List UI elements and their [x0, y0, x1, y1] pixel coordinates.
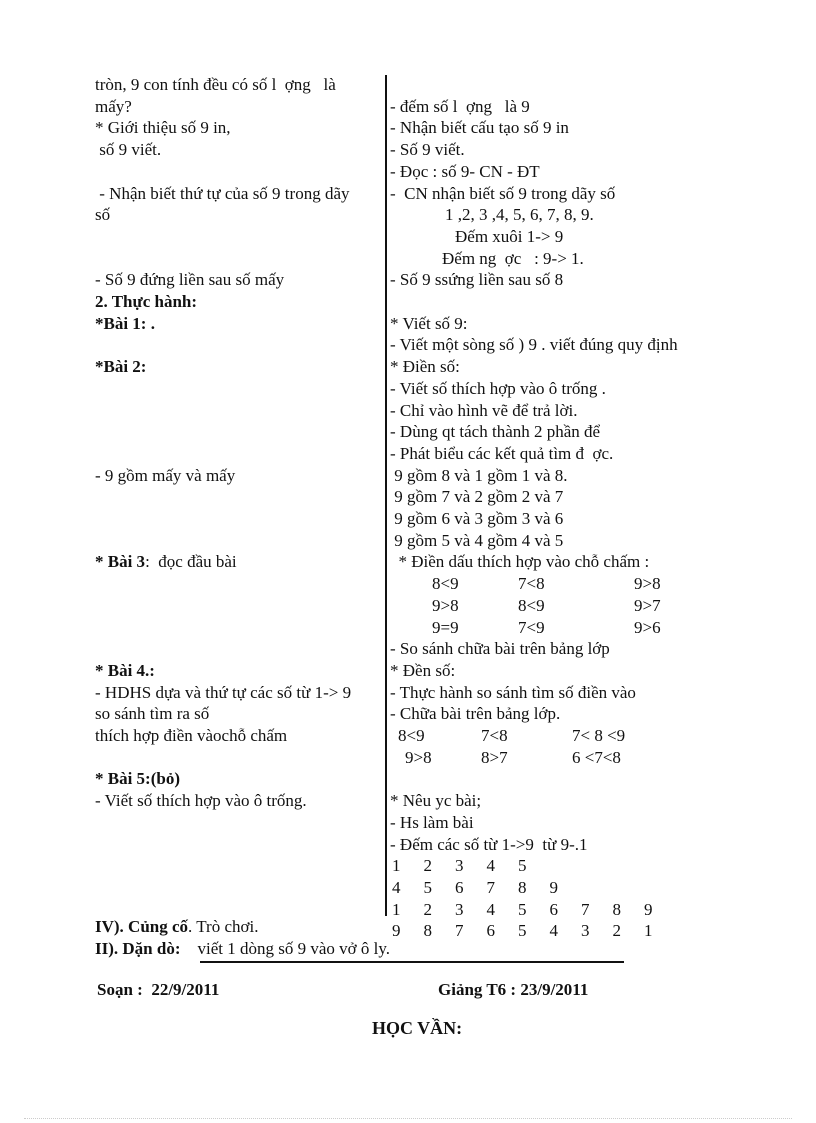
left-line: số	[95, 205, 111, 225]
number-cell: 1	[644, 921, 653, 941]
left-line: * Bài 5:(bỏ)	[95, 769, 180, 789]
right-line: 9 gồm 6 và 3 gồm 3 và 6	[390, 509, 564, 528]
compare-cell: 9>7	[634, 595, 661, 615]
soan-date: Soạn : 22/9/2011	[97, 980, 220, 999]
right-line: 9 gồm 7 và 2 gồm 2 và 7	[390, 487, 564, 507]
number-cell: 4	[549, 921, 558, 941]
cungco-label: IV). Củng cố	[95, 917, 189, 936]
number-cell: 7	[455, 921, 464, 941]
number-cell: 5	[518, 899, 527, 919]
compare-cell: 8<9	[518, 595, 545, 615]
underline-rule	[200, 961, 624, 963]
right-line: - Nhận biết cấu tạo số 9 in	[390, 118, 569, 138]
right-line: - Viết số thích hợp vào ô trống .	[390, 378, 606, 398]
compare-cell: 9>8	[432, 595, 459, 615]
left-line-bold: * Bài 3	[95, 552, 146, 572]
number-cell: 3	[455, 856, 464, 876]
compare-cell: 6 <7<8	[572, 747, 621, 767]
left-line: so sánh tìm ra số	[95, 704, 210, 724]
left-line: thích hợp điền vàochỗ chấm	[95, 726, 288, 745]
left-line	[95, 552, 237, 572]
right-line: - Viết một sòng số ) 9 . viết đúng quy định	[390, 335, 678, 355]
cungco-text: . Trò chơi.	[188, 917, 259, 936]
left-line: *Bài 1: .	[95, 313, 155, 333]
left-line: - HDHS dựa và thứ tự các số từ 1-> 9	[95, 682, 352, 702]
danddo-text: viết 1 dòng số 9 vào vở ô ly.	[180, 939, 391, 958]
compare-cell: 8<9	[432, 574, 459, 594]
right-line: - Hs làm bài	[390, 812, 474, 832]
compare-cell: 7<9	[518, 617, 545, 637]
number-cell: 2	[423, 899, 432, 919]
right-line: * Viết số 9:	[390, 313, 468, 333]
number-cell: 9	[644, 899, 653, 919]
left-line: - Số 9 đứng liền sau số mấy	[95, 270, 285, 290]
number-cell: 2	[612, 921, 621, 941]
number-cell: 5	[518, 856, 527, 876]
right-line: * Điền số:	[390, 357, 460, 377]
right-line: - đếm số l ợng là 9	[390, 96, 530, 116]
left-line: * Giới thiệu số 9 in,	[95, 118, 231, 138]
number-cell: 5	[423, 877, 432, 897]
number-cell: 1	[392, 856, 401, 876]
number-cell: 2	[423, 856, 432, 876]
right-line: - Chữa bài trên bảng lớp.	[390, 704, 561, 724]
danddo-line	[95, 939, 390, 959]
right-line: - Chỉ vào hình vẽ để trả lời.	[390, 400, 578, 420]
right-line: * Điền dấu thích hợp vào chỗ chấm :	[390, 552, 650, 572]
compare-cell: 9>8	[634, 574, 661, 594]
compare-cell: 9=9	[432, 617, 459, 637]
left-line: - Viết số thích hợp vào ô trống.	[95, 791, 307, 811]
right-line: - Đọc : số 9- CN - ĐT	[390, 161, 540, 181]
number-cell: 7	[581, 899, 590, 919]
right-line: - Phát biểu các kết quả tìm đ ợc.	[390, 443, 614, 463]
number-cell: 8	[518, 877, 527, 897]
compare-cell: 8<9	[398, 726, 425, 745]
cungco-line	[95, 917, 258, 937]
danddo-label: II). Dặn dò:	[95, 939, 181, 958]
compare-cell: 9>6	[634, 617, 661, 637]
left-line: * Bài 4.:	[95, 660, 155, 680]
right-line: - Số 9 viết.	[390, 140, 465, 160]
compare-cell: 9>8	[405, 747, 432, 767]
number-cell: 8	[612, 899, 621, 919]
number-cell: 6	[549, 899, 558, 919]
number-cell: 6	[455, 877, 464, 897]
right-line: 9 gồm 5 và 4 gồm 4 và 5	[390, 530, 564, 550]
right-line: - CN nhận biết số 9 trong dãy số	[390, 183, 616, 203]
number-cell: 1	[392, 899, 401, 919]
number-cell: 9	[392, 921, 401, 941]
number-cell: 4	[486, 899, 495, 919]
compare-cell: 7<8	[518, 574, 545, 594]
left-line: - 9 gồm mấy và mấy	[95, 465, 236, 485]
left-line-rest: : đọc đầu bài	[145, 552, 237, 572]
compare-cell: 8>7	[481, 747, 508, 767]
compare-cell: 7< 8 <9	[572, 726, 626, 745]
right-line: - Dùng qt tách thành 2 phần để	[390, 422, 601, 442]
column-divider	[385, 75, 387, 916]
number-cell: 3	[455, 899, 464, 919]
left-line: số 9 viết.	[95, 140, 162, 160]
right-line: * Đền số:	[390, 660, 456, 680]
right-line: Đếm xuôi 1-> 9	[455, 226, 564, 246]
right-line: Đếm ng ợc : 9-> 1.	[442, 248, 584, 268]
number-cell: 4	[392, 877, 401, 897]
left-line: tròn, 9 con tính đều có số l ợng là	[95, 75, 336, 94]
number-cell: 5	[518, 921, 527, 941]
left-line: mấy?	[95, 96, 132, 116]
right-line: * Nêu yc bài;	[390, 791, 482, 811]
left-line: 2. Thực hành:	[95, 292, 198, 311]
footer-divider	[24, 1118, 792, 1119]
right-line: - Số 9 ssứng liền sau số 8	[390, 270, 564, 290]
right-line: - Thực hành so sánh tìm số điền vào	[390, 682, 636, 702]
right-line: - So sánh chữa bài trên bảng lớp	[390, 639, 610, 659]
giang-date: Giảng T6 : 23/9/2011	[438, 980, 589, 999]
hoc-van-heading: HỌC VẦN:	[372, 1018, 463, 1038]
number-cell: 4	[486, 856, 495, 876]
number-cell: 6	[486, 921, 495, 941]
number-cell: 7	[486, 877, 495, 897]
left-line: - Nhận biết thứ tự của số 9 trong dãy	[95, 183, 350, 203]
number-cell: 9	[549, 877, 558, 897]
compare-cell: 7<8	[481, 726, 508, 745]
right-line: 1 ,2, 3 ,4, 5, 6, 7, 8, 9.	[445, 205, 594, 225]
number-cell: 8	[423, 921, 432, 941]
right-line: 9 gồm 8 và 1 gồm 1 và 8.	[390, 465, 568, 485]
left-line: *Bài 2:	[95, 357, 147, 377]
number-cell: 3	[581, 921, 590, 941]
right-line: - Đếm các số từ 1->9 từ 9-.1	[390, 834, 588, 854]
